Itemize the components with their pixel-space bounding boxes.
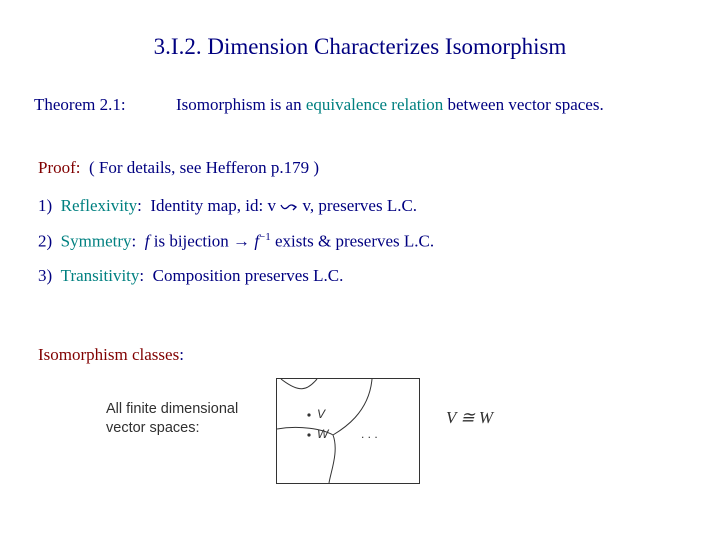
reflexivity-text-a: Identity map, id: v (150, 196, 281, 215)
item-symmetry (38, 231, 434, 252)
item-number: 3) (38, 266, 53, 285)
proof-label: Proof: (38, 158, 81, 177)
item-number: 1) (38, 196, 53, 215)
isomorphic-relation: V ≅ W (446, 408, 493, 427)
theorem-text-c: between vector spaces. (443, 95, 604, 114)
inverse-exponent: −1 (259, 231, 271, 243)
page-title: 3.I.2. Dimension Characterizes Isomorphism (153, 34, 567, 59)
function-f: f (144, 231, 150, 251)
proof-reference: ( For details, see Hefferon p.179 ) (89, 158, 320, 177)
point-w (307, 433, 310, 436)
reflexivity-term: Reflexivity (60, 196, 138, 215)
symmetry-text-a: is bijection → (149, 231, 255, 251)
isomorphism-classes-heading (38, 345, 184, 365)
point-v (307, 413, 310, 416)
partition-curves (277, 379, 419, 483)
theorem-statement (176, 95, 604, 115)
inverse-function-base: f (254, 231, 260, 251)
item-colon: : (139, 266, 145, 285)
v-label: V (317, 407, 326, 421)
item-colon: : (131, 231, 137, 251)
figure-caption: All finite dimensional vector spaces: (106, 401, 239, 436)
theorem-label: Theorem 2.1: (34, 95, 126, 114)
heading-colon: : (179, 345, 184, 364)
item-reflexivity (38, 196, 417, 216)
isomorphism-classes-diagram (276, 378, 420, 484)
transitivity-text: Composition preserves L.C. (152, 266, 344, 285)
ellipsis: . . . (361, 427, 378, 441)
symmetry-term: Symmetry (60, 231, 132, 251)
symmetry-text-b: exists & preserves L.C. (270, 231, 435, 251)
item-transitivity (38, 266, 343, 286)
theorem-text-a: Isomorphism is an (176, 95, 306, 114)
proof-line (38, 158, 319, 178)
maps-to-icon (280, 202, 298, 212)
w-label: W (317, 427, 329, 441)
equivalence-relation-term: equivalence relation (305, 95, 444, 114)
item-colon: : (137, 196, 142, 215)
transitivity-term: Transitivity (60, 266, 140, 285)
item-number: 2) (38, 231, 53, 251)
isomorphism-classes-label: Isomorphism classes (38, 345, 180, 364)
reflexivity-text-b: v, preserves L.C. (298, 196, 418, 215)
